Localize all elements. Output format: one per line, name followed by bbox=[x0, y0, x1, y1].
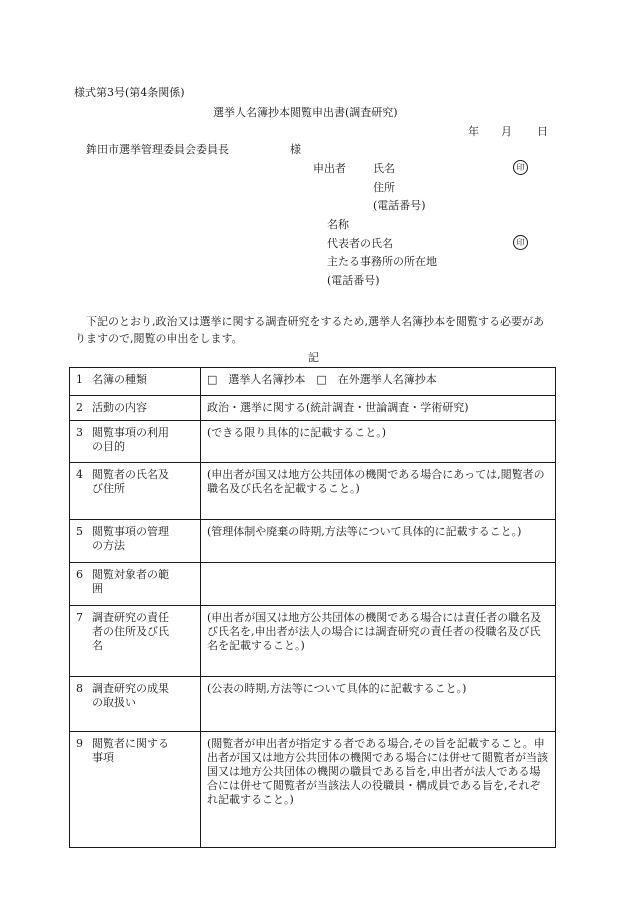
form-number: 様式第3号(第4条関係) bbox=[74, 86, 185, 99]
org-phone-label: (電話番号) bbox=[327, 274, 380, 287]
date-month-label: 月 bbox=[501, 125, 512, 138]
seal-mark-representative: 印 bbox=[513, 235, 528, 250]
row-label: 活動の内容 bbox=[92, 401, 147, 414]
row-label: 閲覧対象者の範囲 bbox=[92, 568, 169, 595]
application-table bbox=[69, 367, 556, 848]
representative-name-label: 代表者の氏名 bbox=[327, 237, 393, 250]
row-number: 2 bbox=[76, 401, 83, 414]
applicant-address-label: 住所 bbox=[373, 181, 395, 194]
org-name-label: 名称 bbox=[327, 218, 349, 231]
table-row bbox=[70, 421, 556, 463]
list-type-cell[interactable]: □ 選挙人名簿抄本 □ 在外選挙人名簿抄本 bbox=[201, 368, 556, 396]
row-number: 6 bbox=[76, 568, 83, 581]
table-row bbox=[70, 396, 556, 421]
date-day-label: 日 bbox=[537, 125, 548, 138]
row-label: 閲覧事項の利用の目的 bbox=[92, 426, 169, 453]
row-number: 4 bbox=[76, 468, 83, 481]
row-label-cell bbox=[70, 677, 201, 732]
activity-content-cell[interactable]: 政治・選挙に関する(統計調査・世論調査・学術研究) bbox=[201, 396, 556, 421]
document-title: 選挙人名簿抄本閲覧申出書(調査研究) bbox=[213, 106, 398, 119]
table-row bbox=[70, 606, 556, 677]
row-label-cell bbox=[70, 606, 201, 677]
row-number: 1 bbox=[76, 373, 83, 386]
addressee-name: 鉾田市選挙管理委員会委員長 bbox=[86, 143, 229, 156]
row-label: 調査研究の責任者の住所及び氏名 bbox=[92, 611, 169, 652]
viewer-matters-cell[interactable]: (閲覧者が申出者が指定する者である場合,その旨を記載すること。申出者が国又は地方公共団体の機関である場合には併せて閲覧者が当該国又は地方公共団体の機関の職員である旨を,申出者が法人である場合には併せて閲覧者が当該法人の役職員・構成員である旨を,それぞれ記載すること。) bbox=[201, 732, 556, 848]
table-row bbox=[70, 563, 556, 606]
date-year-label: 年 bbox=[468, 125, 479, 138]
row-label-cell bbox=[70, 396, 201, 421]
row-label-cell bbox=[70, 421, 201, 463]
applicant-label: 申出者 bbox=[313, 162, 346, 175]
office-location-label: 主たる事務所の所在地 bbox=[327, 255, 437, 268]
applicant-phone-label: (電話番号) bbox=[373, 199, 426, 212]
seal-mark: 印 bbox=[513, 160, 528, 175]
research-manager-cell[interactable]: (申出者が国又は地方公共団体の機関である場合には責任者の職名及び氏名を,申出者が法人の場合には調査研究の責任者の役職名及び氏名を記載すること。) bbox=[201, 606, 556, 677]
ki-heading: 記 bbox=[308, 351, 319, 364]
row-number: 8 bbox=[76, 682, 83, 695]
row-label: 名簿の種類 bbox=[92, 373, 147, 386]
management-method-cell[interactable]: (管理体制や廃棄の時期,方法等について具体的に記載すること。) bbox=[201, 520, 556, 563]
table-row bbox=[70, 520, 556, 563]
table-row bbox=[70, 463, 556, 520]
row-label-cell bbox=[70, 563, 201, 606]
body-text: 下記のとおり,政治又は選挙に関する調査研究をするため,選挙人名簿抄本を閲覧する必要がありますので,閲覧の申出をします。 bbox=[75, 315, 544, 345]
row-number: 9 bbox=[76, 737, 83, 750]
row-number: 3 bbox=[76, 426, 83, 439]
table-row bbox=[70, 732, 556, 848]
row-label: 閲覧者の氏名及び住所 bbox=[92, 468, 169, 495]
usage-purpose-cell[interactable]: (できる限り具体的に記載すること。) bbox=[201, 421, 556, 463]
applicant-name-label: 氏名 bbox=[373, 162, 395, 175]
row-label-cell bbox=[70, 463, 201, 520]
table-row bbox=[70, 368, 556, 396]
row-label-cell bbox=[70, 520, 201, 563]
row-label: 調査研究の成果の取扱い bbox=[92, 682, 169, 709]
row-label: 閲覧事項の管理の方法 bbox=[92, 525, 169, 552]
table-row bbox=[70, 677, 556, 732]
addressee-honorific: 様 bbox=[290, 143, 301, 156]
viewer-name-address-cell[interactable]: (申出者が国又は地方公共団体の機関である場合にあっては,閲覧者の職名及び氏名を記載すること。) bbox=[201, 463, 556, 520]
research-results-cell[interactable]: (公表の時期,方法等について具体的に記載すること。) bbox=[201, 677, 556, 732]
row-label-cell bbox=[70, 368, 201, 396]
row-number: 7 bbox=[76, 611, 83, 624]
row-label: 閲覧者に関する事項 bbox=[92, 737, 169, 764]
viewing-scope-cell[interactable] bbox=[201, 563, 556, 606]
row-label-cell bbox=[70, 732, 201, 848]
row-number: 5 bbox=[76, 525, 83, 538]
